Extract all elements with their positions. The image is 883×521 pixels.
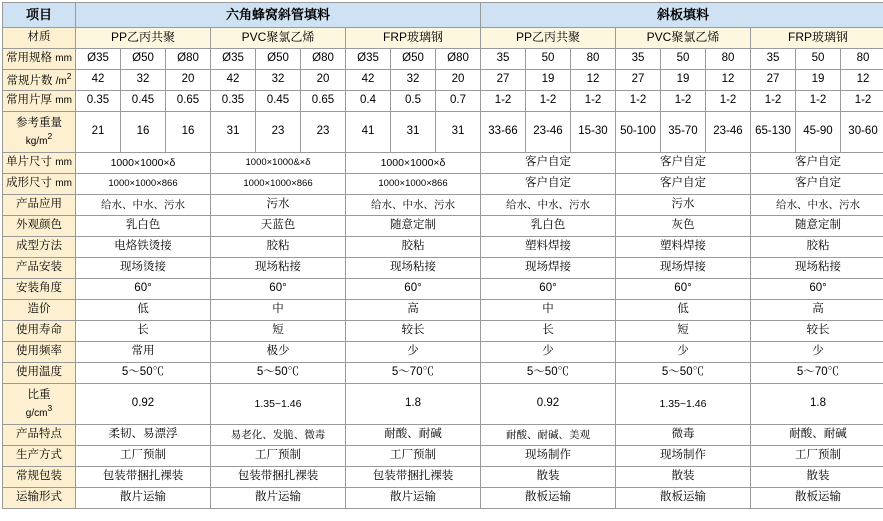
- table-row: [3, 446, 883, 467]
- row-label-text: 参考重量: [16, 117, 62, 129]
- row-label: [3, 216, 76, 237]
- data-cell: 天蓝色: [211, 216, 346, 237]
- data-cell: 随意定制: [346, 216, 481, 237]
- data-cell: 0.7: [436, 91, 481, 112]
- material-cell: PP乙丙共聚: [481, 28, 616, 49]
- row-label: [3, 279, 76, 300]
- data-cell: 工厂预制: [346, 446, 481, 467]
- data-cell: 乳白色: [76, 216, 211, 237]
- header-group-hex-tube: 六角蜂窝斜管填料: [76, 3, 481, 28]
- data-cell: 1.8: [751, 384, 883, 425]
- row-label: [3, 425, 76, 446]
- data-cell: 低: [616, 300, 751, 321]
- data-cell: Ø35: [211, 49, 256, 70]
- data-cell: 工厂预制: [76, 446, 211, 467]
- data-cell: 50: [526, 49, 571, 70]
- row-label-unit-exponent: 3: [47, 403, 52, 413]
- data-cell: 16: [121, 112, 166, 153]
- table-row: [3, 384, 883, 425]
- data-cell: 柔韧、易漂浮: [76, 425, 211, 446]
- data-cell: 60°: [211, 279, 346, 300]
- material-cell: FRP玻璃钢: [751, 28, 883, 49]
- data-cell: 散片运输: [76, 488, 211, 509]
- row-label-text: 常规包装: [16, 470, 62, 482]
- row-label: [3, 112, 76, 153]
- row-label-text: 产品安装: [16, 261, 62, 273]
- data-cell: 33-66: [481, 112, 526, 153]
- data-cell: 常用: [76, 342, 211, 363]
- data-cell: 42: [346, 70, 391, 91]
- data-cell: 12: [841, 70, 883, 91]
- data-cell: 50: [661, 49, 706, 70]
- data-cell: 35: [481, 49, 526, 70]
- data-cell: 短: [616, 321, 751, 342]
- data-cell: 1.35~1.46: [211, 384, 346, 425]
- data-cell: 23-46: [706, 112, 751, 153]
- data-cell: 1-2: [751, 91, 796, 112]
- data-cell: 低: [76, 300, 211, 321]
- data-cell: 31: [391, 112, 436, 153]
- data-cell: 12: [706, 70, 751, 91]
- data-cell: 0.35: [76, 91, 121, 112]
- table-row: [3, 300, 883, 321]
- data-cell: Ø80: [166, 49, 211, 70]
- row-label: [3, 258, 76, 279]
- data-cell: 工厂预制: [751, 446, 883, 467]
- data-cell: 易老化、发脆、微毒: [211, 425, 346, 446]
- data-cell: 12: [571, 70, 616, 91]
- data-cell: 60°: [481, 279, 616, 300]
- row-label-text: 使用频率: [16, 345, 62, 357]
- data-cell: 5～50℃: [76, 363, 211, 384]
- data-cell: 散装: [616, 467, 751, 488]
- data-cell: 50-100: [616, 112, 661, 153]
- data-cell: 41: [346, 112, 391, 153]
- data-cell: Ø50: [121, 49, 166, 70]
- data-cell: 0.65: [301, 91, 346, 112]
- data-cell: Ø50: [391, 49, 436, 70]
- header-project: 项目: [3, 3, 76, 28]
- data-cell: 23-46: [526, 112, 571, 153]
- table-row: [3, 237, 883, 258]
- row-label-unit: mm: [55, 95, 72, 106]
- table-row: [3, 216, 883, 237]
- data-cell: 32: [121, 70, 166, 91]
- data-cell: 31: [211, 112, 256, 153]
- row-label: [3, 300, 76, 321]
- data-cell: 塑料焊接: [481, 237, 616, 258]
- data-cell: 45-90: [796, 112, 841, 153]
- row-label-text: 常用片厚: [6, 94, 52, 106]
- data-cell: 1-2: [841, 91, 883, 112]
- data-cell: 电烙铁烫接: [76, 237, 211, 258]
- data-cell: Ø80: [301, 49, 346, 70]
- data-cell: 客户自定: [616, 153, 751, 174]
- data-cell: 32: [256, 70, 301, 91]
- data-cell: 5～50℃: [211, 363, 346, 384]
- data-cell: 中: [481, 300, 616, 321]
- data-cell: 1-2: [616, 91, 661, 112]
- row-label: [3, 49, 76, 70]
- table-row: [3, 279, 883, 300]
- table-row: [3, 258, 883, 279]
- data-cell: 高: [751, 300, 883, 321]
- data-cell: 给水、中水、污水: [76, 195, 211, 216]
- data-cell: 给水、中水、污水: [481, 195, 616, 216]
- data-cell: 0.45: [256, 91, 301, 112]
- data-cell: 散片运输: [211, 488, 346, 509]
- data-cell: 现场制作: [616, 446, 751, 467]
- data-cell: 5～70℃: [346, 363, 481, 384]
- data-cell: 散板运输: [481, 488, 616, 509]
- data-cell: 60°: [76, 279, 211, 300]
- row-label-text: 运输形式: [16, 491, 62, 503]
- data-cell: 23: [301, 112, 346, 153]
- data-cell: 现场粘接: [346, 258, 481, 279]
- row-label-text: 常规片数: [6, 75, 52, 87]
- data-cell: 客户自定: [616, 174, 751, 195]
- row-label-material: 材质: [3, 28, 76, 49]
- row-label-text: 成形尺寸: [6, 177, 52, 189]
- data-cell: 1000×1000×δ: [76, 153, 211, 174]
- data-cell: 27: [616, 70, 661, 91]
- data-cell: 极少: [211, 342, 346, 363]
- data-cell: 60°: [346, 279, 481, 300]
- data-cell: 客户自定: [751, 153, 883, 174]
- data-cell: 32: [391, 70, 436, 91]
- spec-sheet: [2, 2, 881, 509]
- data-cell: 少: [751, 342, 883, 363]
- data-cell: 21: [76, 112, 121, 153]
- material-cell: PP乙丙共聚: [76, 28, 211, 49]
- row-label-text: 安装角度: [16, 282, 62, 294]
- data-cell: 27: [751, 70, 796, 91]
- row-label-text: 比重: [28, 389, 51, 401]
- table-row: [3, 70, 883, 91]
- data-cell: 5～70℃: [751, 363, 883, 384]
- table-row: [3, 488, 883, 509]
- data-cell: 现场粘接: [751, 258, 883, 279]
- data-cell: Ø35: [76, 49, 121, 70]
- table-row: [3, 49, 883, 70]
- row-label-text: 生产方式: [16, 449, 62, 461]
- data-cell: 30-60: [841, 112, 883, 153]
- data-cell: 现场焊接: [616, 258, 751, 279]
- data-cell: 35: [616, 49, 661, 70]
- row-label-unit: mm: [55, 53, 72, 64]
- data-cell: 散装: [481, 467, 616, 488]
- table-header-row: [3, 3, 883, 28]
- table-body: [3, 3, 883, 509]
- table-row: [3, 153, 883, 174]
- table-row: [3, 28, 883, 49]
- data-cell: 50: [796, 49, 841, 70]
- data-cell: 1-2: [526, 91, 571, 112]
- row-label: [3, 384, 76, 425]
- data-cell: 给水、中水、污水: [346, 195, 481, 216]
- table-row: [3, 467, 883, 488]
- data-cell: 1000×1000&×δ: [211, 153, 346, 174]
- data-cell: Ø80: [436, 49, 481, 70]
- data-cell: 27: [481, 70, 526, 91]
- data-cell: 散片运输: [346, 488, 481, 509]
- data-cell: 20: [436, 70, 481, 91]
- row-label: [3, 363, 76, 384]
- table-row: [3, 174, 883, 195]
- data-cell: 较长: [751, 321, 883, 342]
- data-cell: 1000×1000×δ: [346, 153, 481, 174]
- row-label-unit-exponent: 2: [47, 131, 52, 141]
- row-label-text: 外观颜色: [16, 219, 62, 231]
- data-cell: 1-2: [571, 91, 616, 112]
- data-cell: 1000×1000×866: [211, 174, 346, 195]
- data-cell: 23: [256, 112, 301, 153]
- data-cell: 现场焊接: [481, 258, 616, 279]
- data-cell: 16: [166, 112, 211, 153]
- data-cell: 现场烫接: [76, 258, 211, 279]
- data-cell: 42: [211, 70, 256, 91]
- table-row: [3, 112, 883, 153]
- data-cell: 0.65: [166, 91, 211, 112]
- row-label-unit: kg/m: [26, 135, 48, 146]
- data-cell: 给水、中水、污水: [751, 195, 883, 216]
- data-cell: 中: [211, 300, 346, 321]
- data-cell: 0.35: [211, 91, 256, 112]
- row-label: [3, 70, 76, 91]
- row-label: [3, 342, 76, 363]
- row-label-unit: mm: [55, 178, 72, 189]
- material-cell: FRP玻璃钢: [346, 28, 481, 49]
- row-label-unit: /m: [56, 76, 67, 87]
- row-label-unit-exponent: 2: [67, 71, 72, 81]
- row-label: [3, 467, 76, 488]
- data-cell: 80: [571, 49, 616, 70]
- data-cell: 长: [76, 321, 211, 342]
- data-cell: 1.35~1.46: [616, 384, 751, 425]
- data-cell: 19: [661, 70, 706, 91]
- data-cell: 少: [616, 342, 751, 363]
- data-cell: 现场制作: [481, 446, 616, 467]
- data-cell: 胶粘: [346, 237, 481, 258]
- data-cell: 60°: [616, 279, 751, 300]
- row-label: [3, 321, 76, 342]
- data-cell: 短: [211, 321, 346, 342]
- row-label-unit: g/cm: [26, 407, 48, 418]
- data-cell: 15-30: [571, 112, 616, 153]
- header-group-inclined-plate: 斜板填料: [481, 3, 883, 28]
- row-label: [3, 91, 76, 112]
- data-cell: 污水: [616, 195, 751, 216]
- data-cell: 5～50℃: [616, 363, 751, 384]
- data-cell: 少: [481, 342, 616, 363]
- data-cell: 20: [166, 70, 211, 91]
- data-cell: 35: [751, 49, 796, 70]
- table-row: [3, 195, 883, 216]
- row-label-text: 成型方法: [16, 240, 62, 252]
- data-cell: 客户自定: [481, 153, 616, 174]
- data-cell: 较长: [346, 321, 481, 342]
- data-cell: 污水: [211, 195, 346, 216]
- data-cell: 1-2: [706, 91, 751, 112]
- data-cell: 0.92: [76, 384, 211, 425]
- row-label-text: 使用寿命: [16, 324, 62, 336]
- data-cell: 散板运输: [616, 488, 751, 509]
- data-cell: 1-2: [481, 91, 526, 112]
- table-row: [3, 321, 883, 342]
- data-cell: 35-70: [661, 112, 706, 153]
- data-cell: 19: [796, 70, 841, 91]
- row-label-text: 使用温度: [16, 366, 62, 378]
- row-label: [3, 174, 76, 195]
- row-label-text: 产品特点: [16, 428, 62, 440]
- table-row: [3, 425, 883, 446]
- row-label-text: 单片尺寸: [6, 156, 52, 168]
- row-label-unit: mm: [55, 157, 72, 168]
- data-cell: 胶粘: [211, 237, 346, 258]
- data-cell: 包装带捆扎裸装: [211, 467, 346, 488]
- data-cell: 随意定制: [751, 216, 883, 237]
- table-row: [3, 363, 883, 384]
- data-cell: 灰色: [616, 216, 751, 237]
- data-cell: 塑料焊接: [616, 237, 751, 258]
- material-cell: PVC聚氯乙烯: [211, 28, 346, 49]
- data-cell: 1000×1000×866: [76, 174, 211, 195]
- data-cell: 耐酸、耐碱、美观: [481, 425, 616, 446]
- data-cell: 1-2: [796, 91, 841, 112]
- data-cell: 耐酸、耐碱: [346, 425, 481, 446]
- data-cell: 包装带捆扎裸装: [76, 467, 211, 488]
- material-cell: PVC聚氯乙烯: [616, 28, 751, 49]
- data-cell: 胶粘: [751, 237, 883, 258]
- data-cell: 耐酸、耐碱: [751, 425, 883, 446]
- data-cell: Ø35: [346, 49, 391, 70]
- data-cell: 工厂预制: [211, 446, 346, 467]
- row-label: [3, 153, 76, 174]
- data-cell: 20: [301, 70, 346, 91]
- row-label: [3, 237, 76, 258]
- data-cell: 31: [436, 112, 481, 153]
- data-cell: 散装: [751, 467, 883, 488]
- data-cell: 0.4: [346, 91, 391, 112]
- row-label-text: 常用规格: [6, 52, 52, 64]
- specification-table: [2, 2, 883, 509]
- data-cell: 80: [706, 49, 751, 70]
- data-cell: 微毒: [616, 425, 751, 446]
- data-cell: 现场粘接: [211, 258, 346, 279]
- data-cell: 19: [526, 70, 571, 91]
- table-row: [3, 342, 883, 363]
- data-cell: 1.8: [346, 384, 481, 425]
- data-cell: 42: [76, 70, 121, 91]
- data-cell: 乳白色: [481, 216, 616, 237]
- data-cell: 0.45: [121, 91, 166, 112]
- data-cell: 1-2: [661, 91, 706, 112]
- data-cell: 0.92: [481, 384, 616, 425]
- data-cell: 1000×1000×866: [346, 174, 481, 195]
- row-label: [3, 195, 76, 216]
- data-cell: 80: [841, 49, 883, 70]
- row-label: [3, 488, 76, 509]
- data-cell: 高: [346, 300, 481, 321]
- data-cell: 包装带捆扎裸装: [346, 467, 481, 488]
- row-label: [3, 446, 76, 467]
- data-cell: 5～50℃: [481, 363, 616, 384]
- data-cell: 客户自定: [751, 174, 883, 195]
- table-row: [3, 91, 883, 112]
- row-label-text: 产品应用: [16, 198, 62, 210]
- data-cell: 0.5: [391, 91, 436, 112]
- data-cell: Ø50: [256, 49, 301, 70]
- data-cell: 少: [346, 342, 481, 363]
- data-cell: 客户自定: [481, 174, 616, 195]
- data-cell: 长: [481, 321, 616, 342]
- data-cell: 65-130: [751, 112, 796, 153]
- data-cell: 散板运输: [751, 488, 883, 509]
- data-cell: 60°: [751, 279, 883, 300]
- row-label-text: 造价: [28, 303, 51, 315]
